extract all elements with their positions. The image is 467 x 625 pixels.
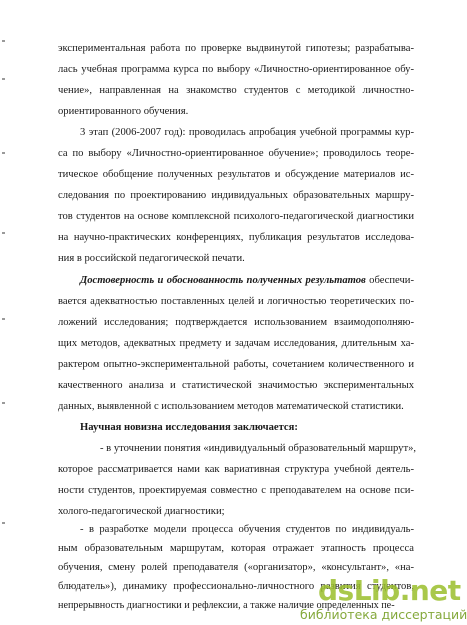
dslib-watermark (300, 574, 467, 622)
text-line: качественного анализа и статистической значимостью экспериментальных (58, 380, 414, 391)
text-line: экспериментальная работа по проверке выдвинутой гипотезы; разрабатыва- (58, 43, 414, 54)
text-fragment: обеспечи- (369, 275, 415, 286)
text-line: вается адекватностью поставленных целей и логичностью теоретических по- (58, 296, 414, 307)
novelty-heading: Научная новизна исследования заключается: (80, 422, 298, 433)
scan-margin-marks (2, 0, 12, 625)
text-line: лась учебная программа курса по выбору «Личностно-ориентированное обу- (58, 64, 414, 75)
text-line: щих методов, адекватных предмету и задачам исследования, длительным ха- (58, 338, 414, 349)
dslib-logo: dsLib.net (318, 574, 461, 607)
text-line: - в уточнении понятия «индивидуальный образовательный маршрут», (100, 443, 417, 454)
text-line: са по выбору «Личностно-ориентированное обучение»; проводилось теоре- (58, 148, 414, 159)
text-line: 3 этап (2006-2007 год): проводилась апробация учебной программы кур- (80, 127, 414, 138)
text-line: ным образовательным маршрутам, которая отражает этапность процесса (58, 543, 414, 554)
text-line: на научно-практических конференциях, публикация результатов исследова- (58, 232, 414, 243)
text-line: следования по проектированию индивидуальных образовательных маршру- (58, 190, 414, 201)
text-line: тов студентов на основе комплексной психолого-педагогической диагностики (58, 211, 414, 222)
text-line: ности студентов, проектируемая совместно с преподавателем на основе пси- (58, 485, 414, 496)
text-line: рактером опытно-экспериментальной работы, сочетанием количественного и (58, 359, 414, 370)
text-line: обучения, смену ролей преподавателя («организатор», «консультант», «на- (58, 562, 414, 573)
text-line: которое рассматривается нами как вариативная структура учебной деятель- (58, 464, 414, 475)
text-line: ориентированного обучения. (58, 106, 189, 117)
text-line: ния в российской педагогической печати. (58, 253, 245, 264)
text-line: холого-педагогической диагностики; (58, 506, 225, 517)
text-line: блюдатель»), динамику профессионально-личностного развития студентов, (58, 581, 414, 592)
reliability-heading: Достоверность и обоснованность полученных результатов (80, 275, 366, 286)
text-line: чение», направленная на знакомство студентов с методикой личностно- (58, 85, 414, 96)
text-line-reliability (80, 274, 414, 287)
text-line: тическое обобщение полученных результатов и обсуждение материалов ис- (58, 169, 414, 180)
dslib-subtitle: библиотека диссертаций (300, 607, 467, 622)
text-line: - в разработке модели процесса обучения студентов по индивидуаль- (80, 524, 414, 535)
text-line: ложений исследования; подтверждается использованием взаимодополняю- (58, 317, 414, 328)
text-line: непрерывность диагностики и рефлексии, а также наличие определенных пе- (58, 600, 395, 611)
text-line: данных, выявленной с использованием методов математической статистики. (58, 401, 404, 412)
